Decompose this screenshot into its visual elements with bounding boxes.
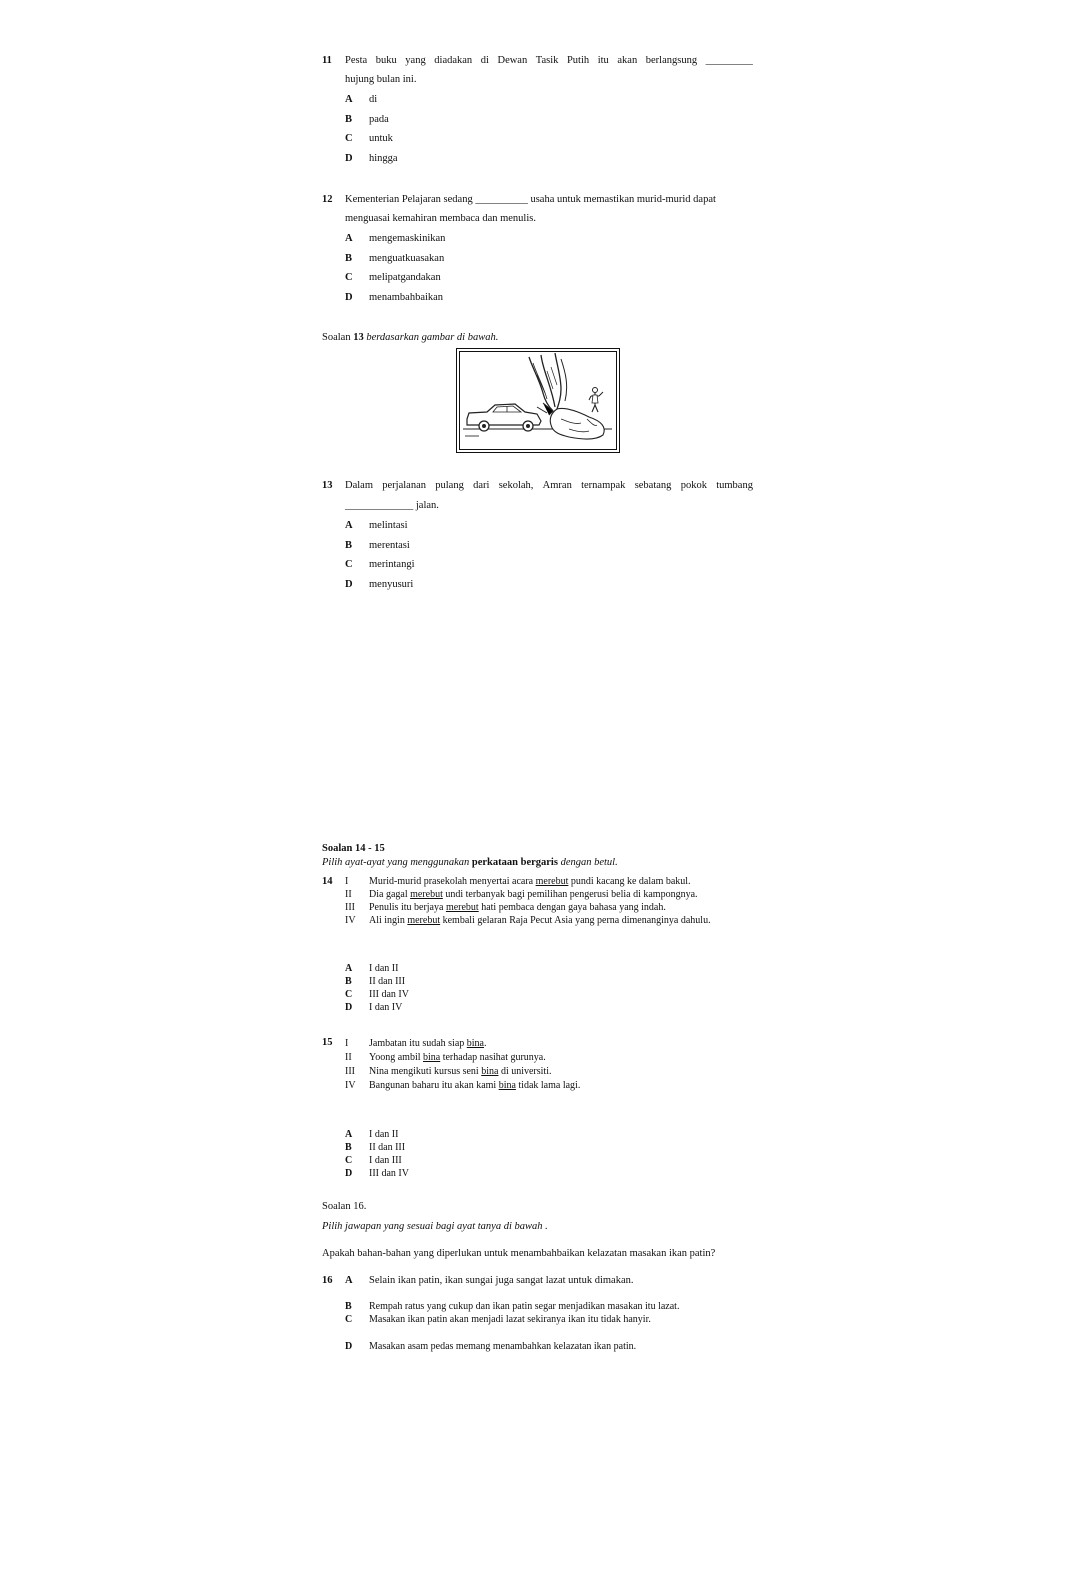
underlined-word: merebut [445,902,479,913]
roman-numeral: III [345,1066,355,1077]
option-letter: A [345,94,353,105]
q11-word: Pesta [345,55,368,66]
q11-word: akan [617,55,638,66]
underlined-word: merebut [410,889,443,900]
statement-pre: Jambatan itu sudah siap [369,1038,465,1049]
question-13-line2 [345,500,439,511]
q13-word: tumbang [716,480,753,491]
instr-bold: perkataan bergaris [471,857,558,868]
statement-post: . [483,1038,487,1049]
section-14-15-title: Soalan 14 - 15 [322,843,385,854]
q13-word: pulang [435,480,464,491]
q13-text: jalan. [415,500,439,511]
option-text: II dan III [369,976,406,987]
option-letter: A [345,520,353,531]
question-12-number: 12 [322,194,333,205]
option-text: menyusuri [369,579,414,590]
roman-numeral: II [345,1052,352,1063]
option-text: untuk [369,133,393,144]
statement-post: hati pembaca dengan gaya bahasa yang indah. [481,902,666,913]
question-14-number: 14 [322,876,333,887]
option-letter: C [345,1155,353,1166]
q13-word: sebatang [634,480,672,491]
statement-pre: Nina mengikuti kursus seni [369,1066,479,1077]
statement-text [369,915,711,926]
option-text: I dan IV [369,1002,403,1013]
roman-numeral: IV [345,1080,356,1091]
option-text: di [369,94,378,105]
statement-post: pundi kacang ke dalam bakul. [568,876,691,887]
instr-pre: Soalan [322,332,351,343]
person-icon [589,388,603,413]
q13-word: Dalam [345,480,373,491]
statement-text [369,889,698,900]
option-letter: C [345,1314,353,1325]
instr-rest: berdasarkan gambar di bawah. [366,332,499,343]
statement-text [369,1038,486,1049]
q11-blank: _________ [705,55,753,66]
option-text: hingga [369,153,398,164]
q11-word: Dewan [497,55,528,66]
underlined-word: bina [481,1066,499,1077]
roman-numeral: I [345,876,349,887]
q13-blank: _____________ [345,500,414,511]
q13-word: sekolah, [498,480,534,491]
fallen-tree-illustration [457,349,619,452]
option-text: melintasi [369,520,408,531]
option-letter: D [345,292,353,303]
option-letter: A [345,1275,353,1286]
option-letter: A [345,963,353,974]
statement-pre: Dia gagal [369,889,408,900]
q12-text-b: usaha untuk memastikan murid-murid dapat [530,194,716,205]
option-letter: D [345,1168,353,1179]
option-text: Masakan ikan patin akan menjadi lazat sekiranya ikan itu tidak hanyir. [369,1314,651,1325]
underlined-word: bina [498,1080,516,1091]
q11-word: di [480,55,489,66]
underlined-word: bina [466,1038,484,1049]
underlined-word: bina [423,1052,441,1063]
statement-pre: Murid-murid prasekolah menyertai acara [369,876,534,887]
option-letter: A [345,233,353,244]
question-16-prompt: Apakah bahan-bahan yang diperlukan untuk menambahbaikan kelazatan masakan ikan patin? [322,1248,716,1259]
section-16-title: Soalan 16. [322,1201,367,1212]
statement-pre: Ali ingin [369,915,405,926]
statement-pre: Bangunan baharu itu akan kami [369,1080,497,1091]
option-letter: C [345,133,353,144]
option-text: I dan II [369,963,399,974]
statement-pre: Penulis itu berjaya [369,902,444,913]
option-text: II dan III [369,1142,406,1153]
option-letter: B [345,976,352,987]
option-letter: B [345,1142,352,1153]
option-text: mengemaskinikan [369,233,446,244]
option-letter: C [345,989,353,1000]
q11-word: yang [405,55,426,66]
question-13-number: 13 [322,480,333,491]
statement-pre: Yoong ambil [369,1052,421,1063]
option-text: I dan II [369,1129,399,1140]
instr-post: dengan betul. [560,857,618,868]
statement-text [369,1080,580,1091]
option-text: Selain ikan patin, ikan sungai juga sangat lazat untuk dimakan. [369,1275,634,1286]
option-letter: B [345,540,353,551]
instr-pre: Pilih ayat-ayat yang menggunakan [322,857,470,868]
q11-word: buku [375,55,397,66]
option-text: III dan IV [369,989,409,1000]
option-letter: D [345,153,353,164]
question-11-line2: hujung bulan ini. [345,74,417,85]
option-text: Masakan asam pedas memang menambahkan kelazatan ikan patin. [369,1341,637,1352]
statement-post: tidak lama lagi. [518,1080,581,1091]
statement-text [369,1066,552,1077]
q11-word: itu [597,55,609,66]
q13-word: dari [473,480,490,491]
q13-word: ternampak [581,480,626,491]
option-letter: D [345,579,353,590]
car-icon [467,404,541,431]
section-14-15-instruction [322,857,618,868]
question-13-instruction [322,332,498,343]
question-11-line1 [345,55,753,66]
fallen-tree-picture [456,348,620,453]
statement-post: terhadap nasihat gurunya. [442,1052,546,1063]
statement-text [369,902,666,913]
option-letter: D [345,1002,353,1013]
q11-word: Putih [566,55,590,66]
question-13-line1 [345,480,753,491]
question-12-line2: menguasai kemahiran membaca dan menulis. [345,213,536,224]
option-text: I dan III [369,1155,402,1166]
question-11-number: 11 [322,55,332,66]
question-12-line1 [345,194,716,205]
option-letter: B [345,253,353,264]
question-16-number: 16 [322,1275,333,1286]
option-letter: C [345,272,353,283]
option-letter: D [345,1341,353,1352]
q13-word: pokok [680,480,707,491]
q11-word: Tasik [535,55,559,66]
option-letter: B [345,114,353,125]
underlined-word: merebut [535,876,569,887]
q13-word: Amran [542,480,572,491]
q11-word: berlangsung [645,55,698,66]
option-text: merentasi [369,540,410,551]
option-text: Rempah ratus yang cukup dan ikan patin segar menjadikan masakan itu lazat. [369,1301,680,1312]
underlined-word: merebut [407,915,441,926]
roman-numeral: III [345,902,355,913]
statement-post: di universiti. [500,1066,552,1077]
option-text: pada [369,114,389,125]
roman-numeral: IV [345,915,356,926]
roman-numeral: I [345,1038,349,1049]
statement-text [369,1052,546,1063]
q12-blank: __________ [475,194,528,205]
statement-post: undi terbanyak bagi pemilihan pengerusi belia di kampongnya. [445,889,698,900]
section-16-instruction: Pilih jawapan yang sesuai bagi ayat tanya di bawah . [322,1221,548,1232]
option-text: menambahbaikan [369,292,444,303]
option-letter: C [345,559,353,570]
option-text: III dan IV [369,1168,409,1179]
option-letter: A [345,1129,353,1140]
option-text: melipatgandakan [369,272,441,283]
roman-numeral: II [345,889,352,900]
q12-text-a: Kementerian Pelajaran sedang [345,194,473,205]
q11-word: diadakan [434,55,473,66]
instr-num: 13 [353,332,364,343]
q13-word: perjalanan [382,480,426,491]
statement-text [369,876,691,887]
question-15-number: 15 [322,1037,333,1048]
option-letter: B [345,1301,352,1312]
option-text: merintangi [369,559,415,570]
statement-post: kembali gelaran Raja Pecut Asia yang perna dimenanginya dahulu. [442,915,711,926]
option-text: menguatkuasakan [369,253,445,264]
